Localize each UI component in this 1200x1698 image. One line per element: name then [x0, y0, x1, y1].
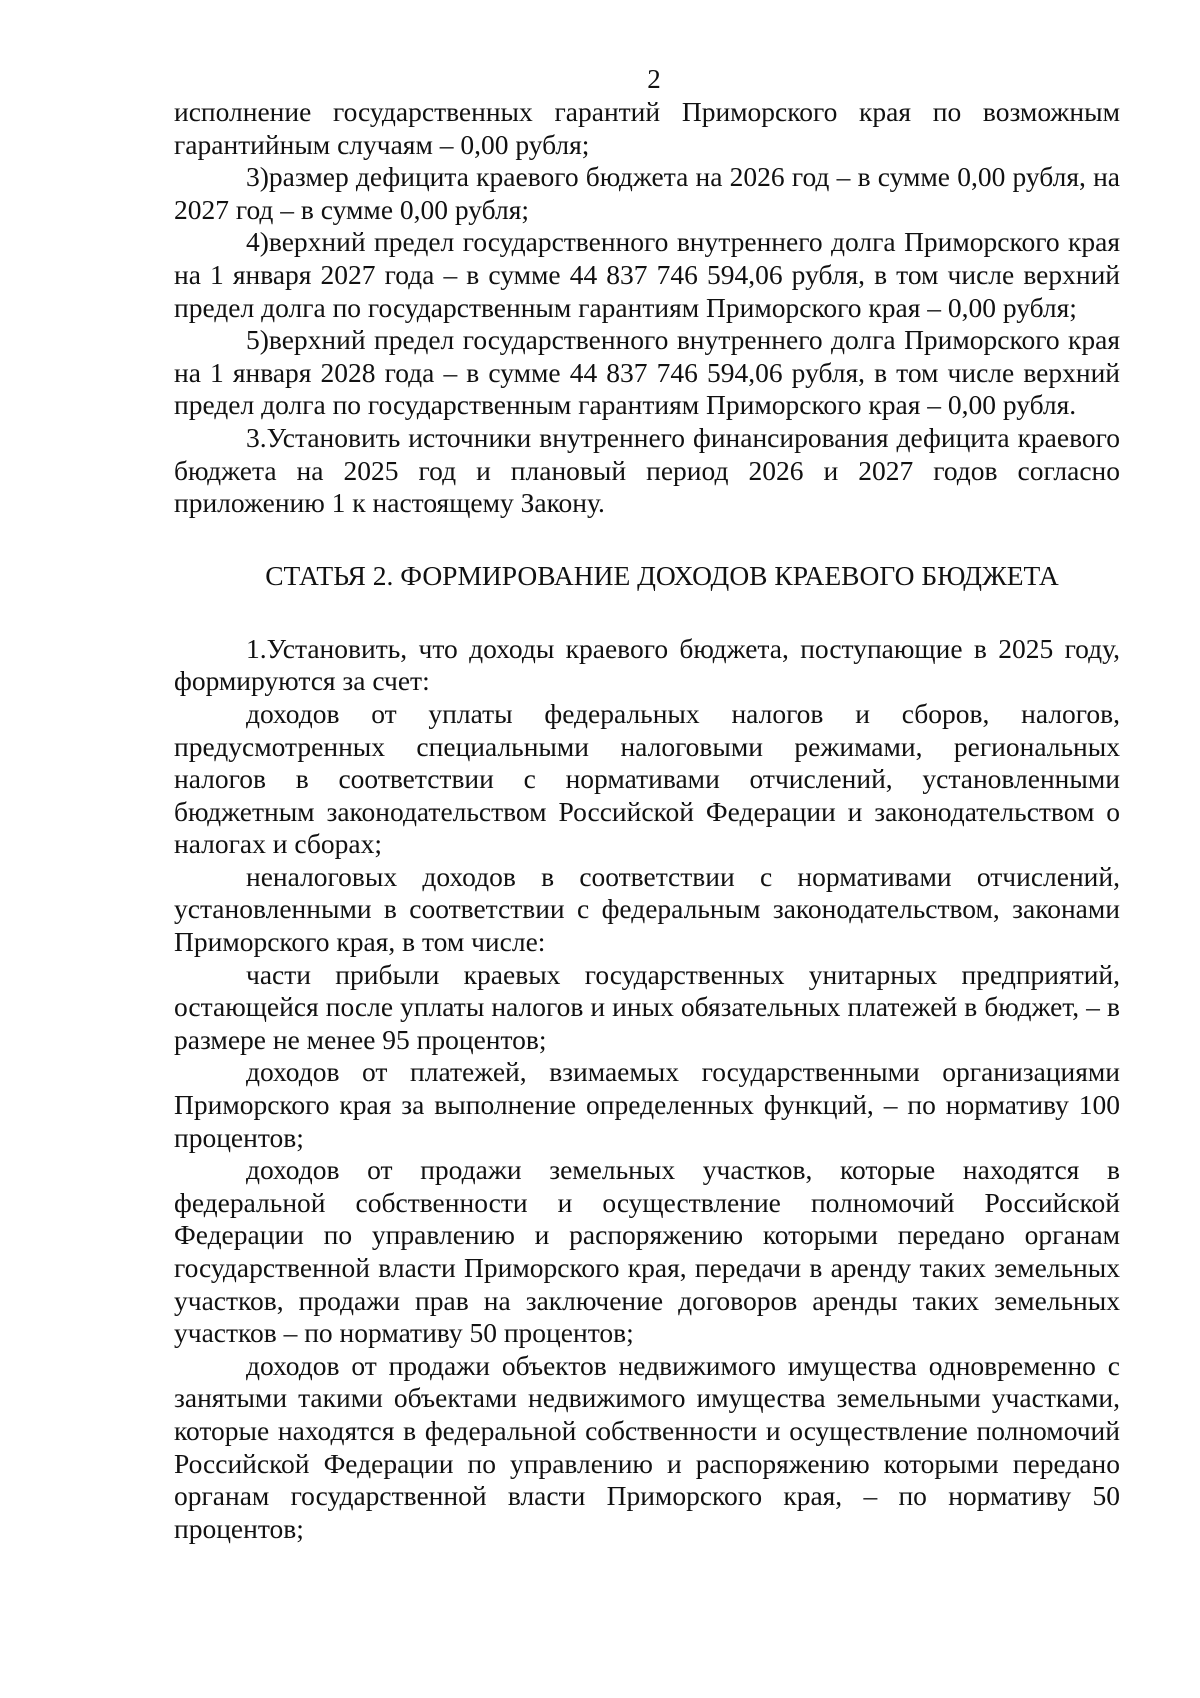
document-page [174, 62, 1120, 1545]
paragraph-guarantees-continuation: исполнение государственных гарантий Приморского края по возможным гарантийным случаям – 0,00 рубля; [174, 96, 1120, 160]
paragraph-debt-limit-2028: 5)верхний предел государственного внутреннего долга Приморского края на 1 января 2028 года – в сумме 44 837 746 594,06 рубля, в том числе верхний предел долга по государственным гарантиям Приморского края – 0,00 рубля. [174, 324, 1120, 421]
page-number: 2 [647, 64, 661, 94]
paragraph-land-sales: доходов от продажи земельных участков, которые находятся в федеральной собственности и осуществление полномочий Российской Федерации по управлению и распоряжению которыми передано органам государственной власти Приморского края, передачи в аренду таких земельных участков, продажи прав на заключение договоров аренды таких земельных участков – по нормативу 50 процентов; [174, 1154, 1120, 1349]
paragraph-enterprise-profit: части прибыли краевых государственных унитарных предприятий, остающейся после уплаты налогов и иных обязательных платежей в бюджет, – в размере не менее 95 процентов; [174, 958, 1120, 1055]
paragraph-deficit-2026-2027: 3)размер дефицита краевого бюджета на 2026 год – в сумме 0,00 рубля, на 2027 год – в сумме 0,00 рубля; [174, 161, 1120, 225]
paragraph-non-tax-revenue: неналоговых доходов в соответствии с нормативами отчислений, установленными в соответствии с федеральным законодательством, законами Приморского края, в том числе: [174, 860, 1120, 958]
paragraph-financing-sources: 3.Установить источники внутреннего финансирования дефицита краевого бюджета на 2025 год и плановый период 2026 и 2027 годов согласно приложению 1 к настоящему Закону. [174, 421, 1120, 519]
article-heading: СТАТЬЯ 2. ФОРМИРОВАНИЕ ДОХОДОВ КРАЕВОГО БЮДЖЕТА [265, 559, 1059, 591]
paragraph-real-estate-sales: доходов от продажи объектов недвижимого имущества одновременно с занятыми такими объектами недвижимого имущества земельными участками, которые находятся в федеральной собственности и осуществление полномочий Российской Федерации по управлению и распоряжению которыми передано органам государственной власти Приморского края, – по нормативу 50 процентов; [174, 1349, 1120, 1544]
paragraph-federal-taxes: доходов от уплаты федеральных налогов и сборов, налогов, предусмотренных специальными налоговыми режимами, региональных налогов в соответствии с нормативами отчислений, установленными бюджетным законодательством Российской Федерации и законодательством о налогах и сборах; [174, 697, 1120, 860]
paragraph-debt-limit-2027: 4)верхний предел государственного внутреннего долга Приморского края на 1 января 2027 года – в сумме 44 837 746 594,06 рубля, в том числе верхний предел долга по государственным гарантиям Приморского края – 0,00 рубля; [174, 226, 1120, 323]
paragraph-revenue-intro: 1.Установить, что доходы краевого бюджета, поступающие в 2025 году, формируются за счет: [174, 632, 1120, 697]
paragraph-organization-fees: доходов от платежей, взимаемых государственными организациями Приморского края за выполнение определенных функций, – по нормативу 100 процентов; [174, 1056, 1120, 1153]
